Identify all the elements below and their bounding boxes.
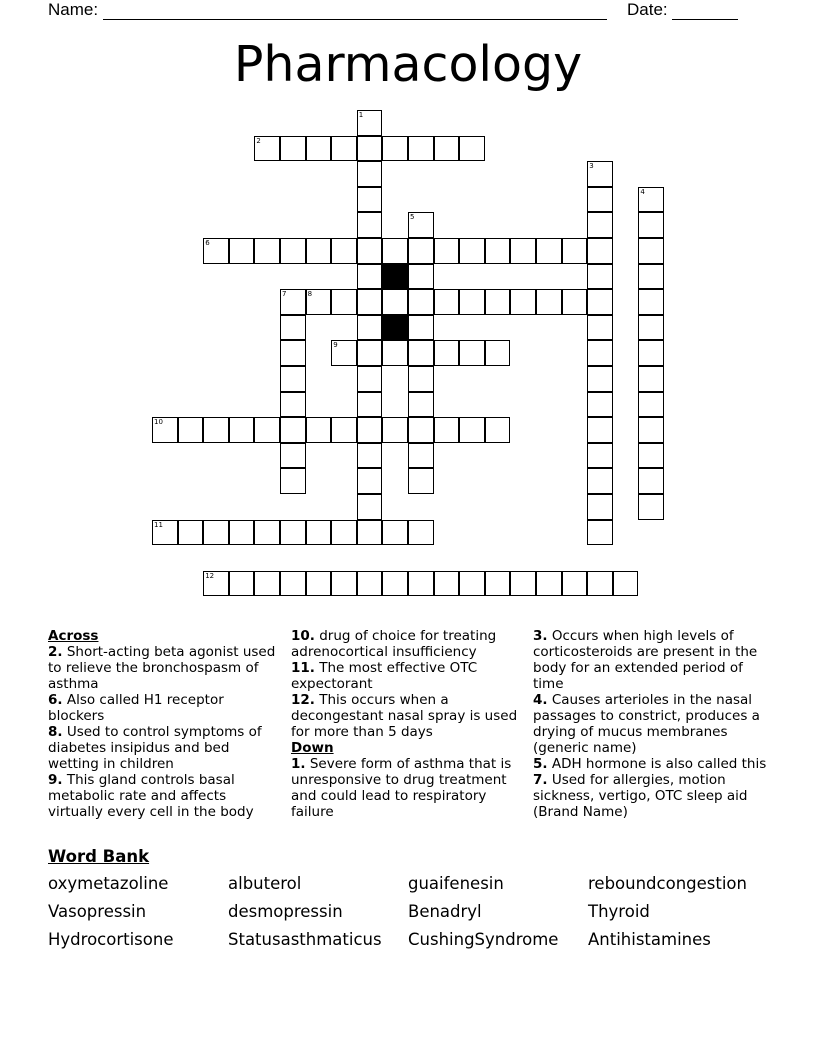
- grid-cell[interactable]: [587, 443, 613, 469]
- grid-cell[interactable]: [408, 468, 434, 494]
- grid-cell[interactable]: [357, 264, 383, 290]
- grid-cell[interactable]: [536, 571, 562, 597]
- grid-cell[interactable]: [587, 494, 613, 520]
- word-bank-item: Vasopressin: [48, 902, 147, 921]
- grid-cell[interactable]: [408, 264, 434, 290]
- grid-cell[interactable]: [331, 340, 357, 366]
- grid-cell[interactable]: [357, 187, 383, 213]
- grid-cell[interactable]: [280, 315, 306, 341]
- grid-cell[interactable]: [638, 340, 664, 366]
- clue-number: 2: [256, 136, 261, 145]
- clue-across-10: 10. drug of choice for treating adrenocortical insufficiency: [291, 628, 497, 660]
- word-bank-item: albuterol: [228, 874, 302, 893]
- grid-cell[interactable]: [485, 238, 511, 264]
- grid-cell[interactable]: [280, 417, 306, 443]
- grid-cell[interactable]: [280, 468, 306, 494]
- grid-cell[interactable]: [357, 110, 383, 136]
- grid-cell[interactable]: [229, 238, 255, 264]
- grid-cell[interactable]: [408, 315, 434, 341]
- clue-number: 8: [307, 290, 313, 299]
- black-square: [382, 264, 408, 290]
- grid-cell[interactable]: [203, 520, 229, 546]
- clues-column-3: [533, 628, 773, 820]
- grid-cell[interactable]: [357, 468, 383, 494]
- grid-cell[interactable]: [280, 520, 306, 546]
- grid-cell[interactable]: [408, 366, 434, 392]
- word-bank-item: reboundcongestion: [588, 874, 747, 893]
- down-heading: Down: [291, 740, 334, 756]
- grid-cell[interactable]: [638, 417, 664, 443]
- grid-cell[interactable]: [203, 417, 229, 443]
- clue-number: 11: [154, 520, 163, 529]
- grid-cell[interactable]: [434, 238, 460, 264]
- grid-cell[interactable]: [587, 340, 613, 366]
- grid-cell[interactable]: [408, 340, 434, 366]
- grid-cell[interactable]: [587, 212, 613, 238]
- grid-cell[interactable]: [203, 571, 229, 597]
- clue-across-2: 2. Short-acting beta agonist used to relieve the bronchospasm of asthma: [48, 644, 276, 692]
- word-bank-title: Word Bank: [48, 847, 150, 866]
- clue-number: 1: [358, 111, 364, 119]
- grid-cell[interactable]: [357, 340, 383, 366]
- grid-cell[interactable]: [152, 417, 178, 443]
- clue-down-3: 3. Occurs when high levels of corticosteroids are present in the body for an extended period of time: [533, 628, 758, 692]
- grid-cell[interactable]: [306, 238, 332, 264]
- grid-cell[interactable]: [382, 238, 408, 264]
- grid-cell[interactable]: [357, 161, 383, 187]
- grid-cell[interactable]: [459, 289, 485, 315]
- grid-cell[interactable]: [280, 366, 306, 392]
- grid-cell[interactable]: [434, 289, 460, 315]
- grid-cell[interactable]: [587, 289, 613, 315]
- grid-cell[interactable]: [229, 520, 255, 546]
- grid-cell[interactable]: [587, 417, 613, 443]
- grid-cell[interactable]: [638, 187, 664, 213]
- grid-cell[interactable]: [459, 417, 485, 443]
- grid-cell[interactable]: [459, 238, 485, 264]
- name-label: Name:: [48, 0, 99, 19]
- grid-cell[interactable]: [587, 187, 613, 213]
- grid-cell[interactable]: [408, 136, 434, 162]
- clue-number: 3: [589, 162, 594, 171]
- grid-cell[interactable]: [357, 571, 383, 597]
- grid-cell[interactable]: [587, 571, 613, 597]
- grid-cell[interactable]: [587, 264, 613, 290]
- grid-cell[interactable]: [178, 417, 204, 443]
- grid-cell[interactable]: [587, 468, 613, 494]
- grid-cell[interactable]: [638, 264, 664, 290]
- grid-cell[interactable]: [638, 315, 664, 341]
- clue-across-9: 9. This gland controls basal metabolic rate and affects virtually every cell in the body: [48, 772, 254, 820]
- grid-cell[interactable]: [536, 238, 562, 264]
- grid-cell[interactable]: [485, 289, 511, 315]
- date-label: Date:: [627, 0, 668, 19]
- grid-cell[interactable]: [280, 443, 306, 469]
- grid-cell[interactable]: [434, 571, 460, 597]
- grid-cell[interactable]: [280, 571, 306, 597]
- grid-cell[interactable]: [254, 520, 280, 546]
- grid-cell[interactable]: [254, 417, 280, 443]
- grid-cell[interactable]: [382, 520, 408, 546]
- grid-cell[interactable]: [280, 289, 306, 315]
- grid-cell[interactable]: [638, 494, 664, 520]
- grid-cell[interactable]: [382, 417, 408, 443]
- grid-cell[interactable]: [408, 417, 434, 443]
- word-bank-item: Thyroid: [588, 902, 650, 921]
- clue-down-1: 1. Severe form of asthma that is unresponsive to drug treatment and could lead to respiratory failure: [291, 756, 512, 820]
- grid-cell[interactable]: [485, 571, 511, 597]
- word-bank-item: Statusasthmaticus: [228, 930, 382, 949]
- grid-cell[interactable]: [254, 238, 280, 264]
- grid-cell[interactable]: [613, 571, 639, 597]
- clue-number: 5: [410, 213, 415, 222]
- grid-cell[interactable]: [357, 238, 383, 264]
- grid-cell[interactable]: [331, 417, 357, 443]
- grid-cell[interactable]: [536, 289, 562, 315]
- grid-cell[interactable]: [331, 136, 357, 162]
- grid-cell[interactable]: [357, 212, 383, 238]
- grid-cell[interactable]: [408, 289, 434, 315]
- grid-cell[interactable]: [178, 520, 204, 546]
- grid-cell[interactable]: [306, 520, 332, 546]
- grid-cell[interactable]: [459, 571, 485, 597]
- grid-cell[interactable]: [254, 136, 280, 162]
- grid-cell[interactable]: [638, 468, 664, 494]
- grid-cell[interactable]: [306, 571, 332, 597]
- word-bank-item: desmopressin: [228, 902, 343, 921]
- grid-cell[interactable]: [562, 238, 588, 264]
- word-bank-item: CushingSyndrome: [408, 930, 559, 949]
- word-bank-item: guaifenesin: [408, 874, 504, 893]
- grid-cell[interactable]: [357, 494, 383, 520]
- clue-across-11: 11. The most effective OTC expectorant: [291, 660, 478, 692]
- grid-cell[interactable]: [357, 520, 383, 546]
- grid-cell[interactable]: [638, 392, 664, 418]
- grid-cell[interactable]: [331, 238, 357, 264]
- grid-cell[interactable]: [587, 315, 613, 341]
- grid-cell[interactable]: [280, 238, 306, 264]
- word-bank-item: Benadryl: [408, 902, 482, 921]
- grid-cell[interactable]: [280, 340, 306, 366]
- grid-cell[interactable]: [638, 289, 664, 315]
- clues-column-2: [291, 628, 531, 820]
- grid-cell[interactable]: [587, 520, 613, 546]
- grid-cell[interactable]: [587, 392, 613, 418]
- grid-cell[interactable]: [254, 571, 280, 597]
- grid-cell[interactable]: [331, 520, 357, 546]
- clue-number: 9: [333, 341, 338, 350]
- grid-cell[interactable]: [434, 417, 460, 443]
- grid-cell[interactable]: [638, 366, 664, 392]
- grid-cell[interactable]: [485, 417, 511, 443]
- grid-cell[interactable]: [638, 238, 664, 264]
- grid-cell[interactable]: [357, 417, 383, 443]
- grid-cell[interactable]: [306, 289, 332, 315]
- grid-cell[interactable]: [408, 520, 434, 546]
- grid-cell[interactable]: [562, 289, 588, 315]
- grid-cell[interactable]: [638, 443, 664, 469]
- grid-cell[interactable]: [229, 417, 255, 443]
- word-bank-item: Antihistamines: [588, 930, 711, 949]
- grid-cell[interactable]: [203, 238, 229, 264]
- grid-cell[interactable]: [510, 238, 536, 264]
- clue-number: 12: [205, 571, 215, 580]
- grid-cell[interactable]: [229, 571, 255, 597]
- grid-cell[interactable]: [638, 212, 664, 238]
- grid-cell[interactable]: [587, 366, 613, 392]
- grid-cell[interactable]: [587, 238, 613, 264]
- grid-cell[interactable]: [306, 417, 332, 443]
- clue-number: 4: [640, 187, 645, 196]
- grid-cell[interactable]: [357, 289, 383, 315]
- word-bank-item: Hydrocortisone: [48, 930, 174, 949]
- grid-cell[interactable]: [434, 136, 460, 162]
- grid-cell[interactable]: [459, 136, 485, 162]
- grid-cell[interactable]: [510, 571, 536, 597]
- grid-cell[interactable]: [357, 366, 383, 392]
- grid-cell[interactable]: [280, 136, 306, 162]
- grid-cell[interactable]: [357, 315, 383, 341]
- grid-cell[interactable]: [408, 571, 434, 597]
- grid-cell[interactable]: [382, 136, 408, 162]
- clue-down-4: 4. Causes arterioles in the nasal passages to constrict, produces a drying of mucus membranes (generic name): [533, 692, 760, 756]
- grid-cell[interactable]: [408, 212, 434, 238]
- grid-cell[interactable]: [152, 520, 178, 546]
- black-square: [382, 315, 408, 341]
- word-bank-item: oxymetazoline: [48, 874, 169, 893]
- grid-cell[interactable]: [408, 238, 434, 264]
- grid-cell[interactable]: [587, 161, 613, 187]
- grid-cell[interactable]: [434, 340, 460, 366]
- grid-cell[interactable]: [510, 289, 536, 315]
- grid-cell[interactable]: [357, 392, 383, 418]
- grid-cell[interactable]: [382, 571, 408, 597]
- clue-down-7: 7. Used for allergies, motion sickness, vertigo, OTC sleep aid (Brand Name): [533, 772, 748, 820]
- grid-cell[interactable]: [357, 136, 383, 162]
- grid-cell[interactable]: [331, 289, 357, 315]
- grid-cell[interactable]: [382, 340, 408, 366]
- clues-column-1: [48, 628, 280, 820]
- clue-number: 7: [282, 290, 287, 299]
- grid-cell[interactable]: [485, 340, 511, 366]
- page-title: Pharmacology: [233, 36, 583, 93]
- grid-cell[interactable]: [306, 136, 332, 162]
- clue-number: 6: [205, 239, 210, 247]
- grid-cell[interactable]: [382, 289, 408, 315]
- clue-across-8: 8. Used to control symptoms of diabetes insipidus and bed wetting in children: [48, 724, 262, 772]
- grid-cell[interactable]: [280, 392, 306, 418]
- grid-cell[interactable]: [562, 571, 588, 597]
- grid-cell[interactable]: [408, 443, 434, 469]
- across-heading: Across: [48, 628, 99, 644]
- grid-cell[interactable]: [459, 340, 485, 366]
- clue-down-5: 5. ADH hormone is also called this: [533, 756, 767, 772]
- clue-across-12: 12. This occurs when a decongestant nasal spray is used for more than 5 days: [291, 692, 518, 740]
- grid-cell[interactable]: [408, 392, 434, 418]
- clue-across-6: 6. Also called H1 receptor blockers: [48, 692, 224, 724]
- grid-cell[interactable]: [331, 571, 357, 597]
- clue-number: 10: [154, 418, 163, 427]
- grid-cell[interactable]: [357, 443, 383, 469]
